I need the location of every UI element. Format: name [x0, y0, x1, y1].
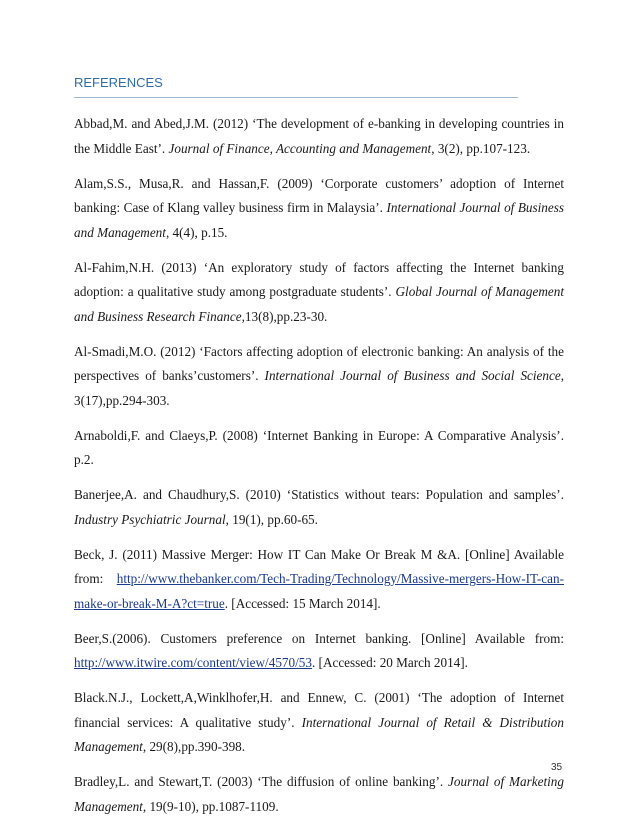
reference-entry	[74, 483, 564, 532]
reference-text: Arnaboldi,F. and Claeys,P. (2008) ‘Internet Banking in Europe: A Comparative Analysis’. p.2.	[74, 427, 564, 467]
reference-text: Beer,S.(2006). Customers preference on Internet banking. [Online] Available from:	[74, 630, 564, 646]
reference-text: Abbad,M. and Abed,J.M. (2012) ‘The development of e-banking in developing countries in the Middle East’.	[74, 116, 564, 156]
journal-title: International Journal of Business and Management	[74, 200, 564, 240]
journal-title: International Journal of Business and Social Science	[264, 368, 561, 383]
reference-entry	[74, 627, 564, 676]
journal-title: Journal of Marketing Management	[74, 774, 564, 814]
heading-rule	[74, 97, 518, 98]
reference-details: , 29(8),pp.390-398.	[142, 739, 246, 754]
reference-details: 13(8),pp.23-30.	[244, 308, 328, 324]
reference-text: Beck, J. (2011) Massive Merger: How IT Can Make Or Break M &A. [Online] Available from:	[74, 546, 564, 586]
reference-entry	[74, 686, 564, 760]
journal-title: International Journal of Retail & Distribution Management	[74, 714, 564, 754]
reference-text: Bradley,L. and Stewart,T. (2003) ‘The diffusion of online banking’.	[74, 774, 449, 789]
journal-title: Industry Psychiatric Journal	[74, 511, 226, 527]
reference-link[interactable]: http://www.itwire.com/content/view/4570/53	[74, 655, 312, 670]
reference-list	[74, 112, 564, 830]
reference-details: . [Accessed: 20 March 2014].	[311, 655, 468, 670]
reference-entry	[74, 112, 564, 161]
references-heading: REFERENCES	[74, 75, 163, 90]
journal-title: Journal of Finance, Accounting and Management	[168, 140, 432, 156]
reference-link[interactable]: http://www.thebanker.com/Tech-Trading/Technology/Massive-mergers-How-IT-can-make-or-break-M-A?ct=true	[74, 571, 564, 611]
reference-entry	[74, 424, 564, 473]
reference-text: Al-Smadi,M.O. (2012) ‘Factors affecting adoption of electronic banking: An analysis of the perspectives of banks’customers’.	[74, 343, 564, 383]
reference-text: Banerjee,A. and Chaudhury,S. (2010) ‘Statistics without tears: Population and samples’.	[74, 487, 564, 502]
reference-entry	[74, 256, 564, 330]
page-number: 35	[551, 762, 563, 773]
journal-title: Global Journal of Management and Business Research Finance,	[74, 284, 565, 324]
reference-text: Black.N.J., Lockett,A,Winklhofer,H. and Ennew, C. (2001) ‘The adoption of Internet financial services: A qualitative study’.	[74, 690, 564, 730]
reference-entry	[74, 340, 564, 414]
reference-entry	[74, 172, 564, 246]
reference-details: , 3(2), pp.107-123.	[431, 140, 531, 156]
reference-entry	[74, 543, 564, 617]
reference-details: , 19(1), pp.60-65.	[225, 511, 318, 527]
reference-details: , 3(17),pp.294-303.	[74, 368, 564, 408]
reference-details: . [Accessed: 15 March 2014].	[224, 595, 381, 611]
reference-text: Al-Fahim,N.H. (2013) ‘An exploratory study of factors affecting the Internet banking adoption: a qualitative study among postgraduate students’.	[74, 259, 564, 299]
reference-text: Alam,S.S., Musa,R. and Hassan,F. (2009) ‘Corporate customers’ adoption of Internet banking: Case of Klang valley business firm in Malaysia’.	[74, 175, 564, 215]
reference-details: , 19(9-10), pp.1087-1109.	[142, 798, 279, 814]
reference-entry	[74, 770, 564, 819]
reference-details: , 4(4), p.15.	[165, 224, 228, 240]
